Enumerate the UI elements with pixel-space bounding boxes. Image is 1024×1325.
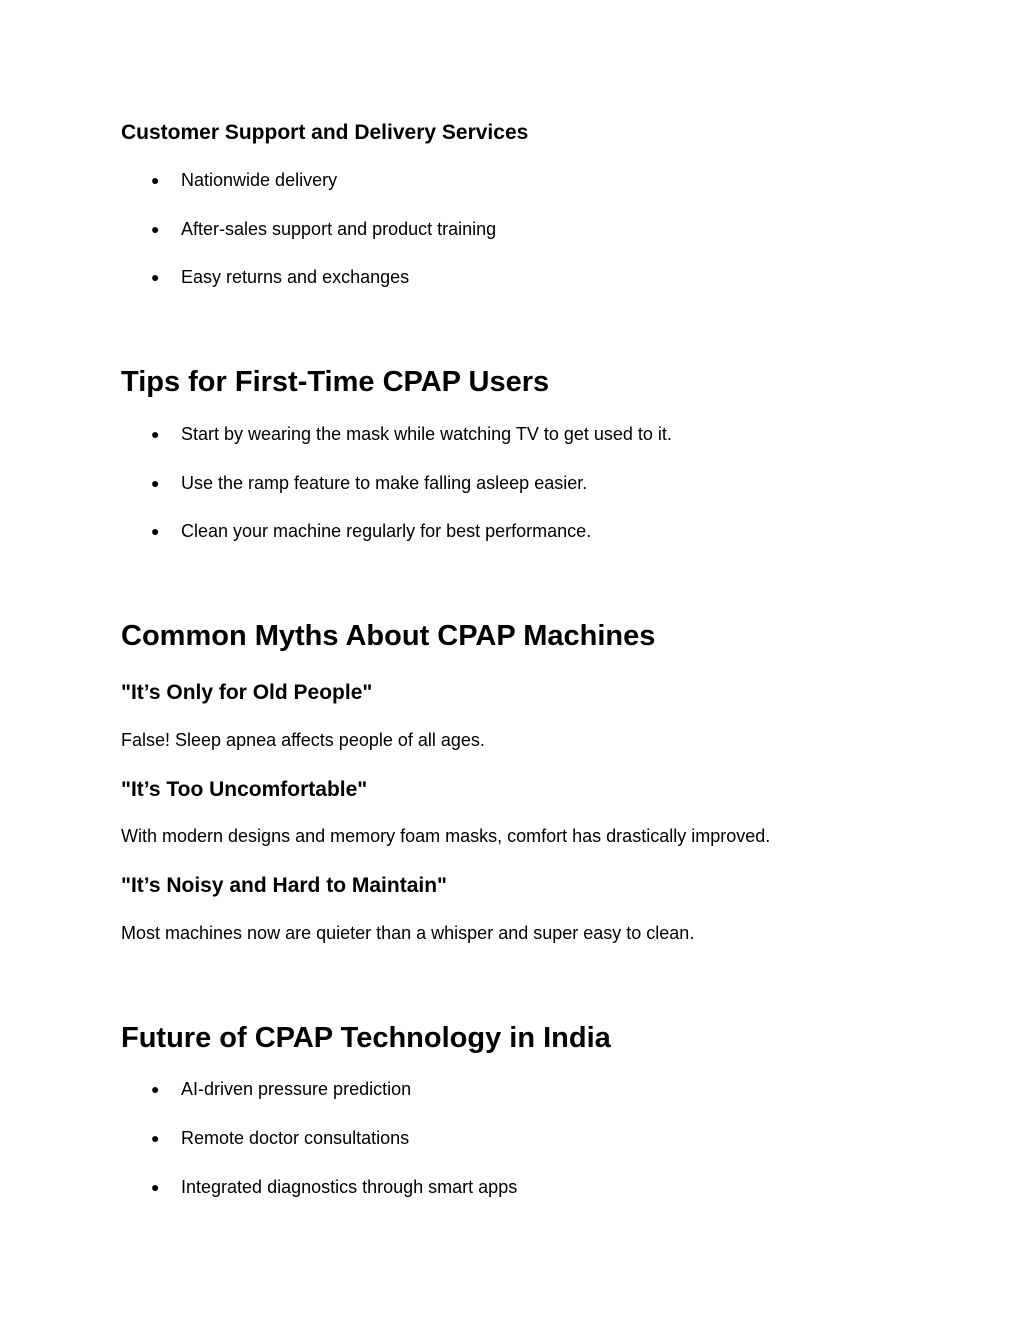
list-item: Use the ramp feature to make falling asleep easier. bbox=[181, 473, 588, 493]
list-item: Remote doctor consultations bbox=[181, 1128, 410, 1148]
list-item: AI-driven pressure prediction bbox=[181, 1079, 412, 1099]
list-item: After-sales support and product training bbox=[181, 219, 497, 239]
bullet-icon: ● bbox=[151, 172, 160, 188]
bullet-icon: ● bbox=[151, 221, 160, 237]
section-heading-tips: Tips for First-Time CPAP Users bbox=[121, 366, 550, 398]
section-heading-myths: Common Myths About CPAP Machines bbox=[121, 620, 656, 652]
myth-text: With modern designs and memory foam masks, comfort has drastically improved. bbox=[121, 826, 771, 846]
bullet-icon: ● bbox=[151, 475, 160, 491]
myth-title: "It’s Only for Old People" bbox=[121, 681, 373, 704]
bullet-icon: ● bbox=[151, 1081, 160, 1097]
list-item: Clean your machine regularly for best performance. bbox=[181, 521, 592, 541]
bullet-icon: ● bbox=[151, 269, 160, 285]
bullet-icon: ● bbox=[151, 1179, 160, 1195]
section-heading-future: Future of CPAP Technology in India bbox=[121, 1022, 611, 1054]
bullet-icon: ● bbox=[151, 523, 160, 539]
myth-title: "It’s Too Uncomfortable" bbox=[121, 778, 368, 801]
bullet-icon: ● bbox=[151, 1130, 160, 1146]
list-item: Easy returns and exchanges bbox=[181, 267, 410, 287]
list-item: Integrated diagnostics through smart apps bbox=[181, 1177, 518, 1197]
myth-text: False! Sleep apnea affects people of all ages. bbox=[121, 730, 485, 750]
list-item: Nationwide delivery bbox=[181, 170, 338, 190]
list-item: Start by wearing the mask while watching TV to get used to it. bbox=[181, 424, 672, 444]
myth-text: Most machines now are quieter than a whisper and super easy to clean. bbox=[121, 923, 695, 943]
myth-title: "It’s Noisy and Hard to Maintain" bbox=[121, 874, 448, 897]
bullet-icon: ● bbox=[151, 426, 160, 442]
section-heading-customer-support: Customer Support and Delivery Services bbox=[121, 121, 529, 144]
